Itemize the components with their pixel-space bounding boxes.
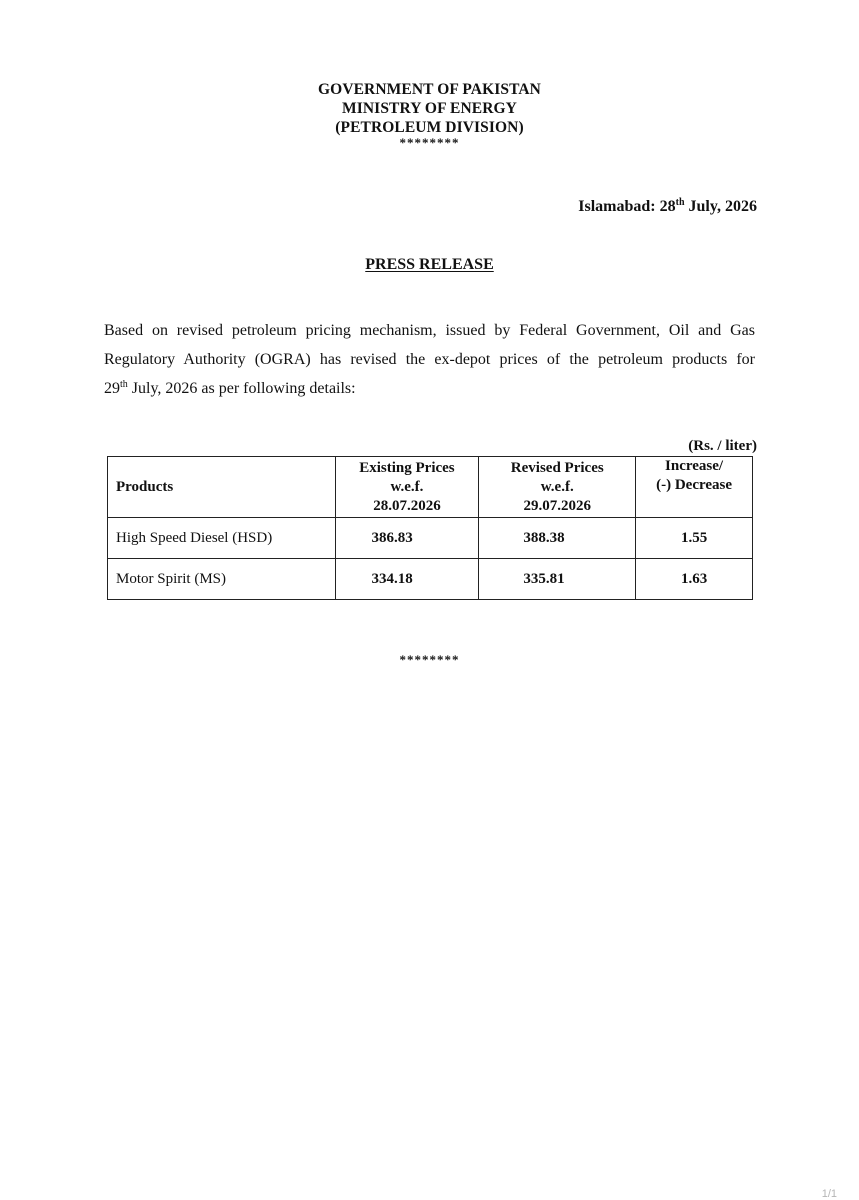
footer-stars-divider: ******** bbox=[399, 652, 460, 667]
column-header-change bbox=[636, 457, 753, 518]
dateline bbox=[578, 198, 757, 216]
column-header-products: Products bbox=[108, 457, 336, 518]
existing-price: 386.83 bbox=[335, 518, 479, 559]
division-title: (PETROLEUM DIVISION) bbox=[335, 119, 524, 136]
header-text: Revised Prices bbox=[510, 459, 604, 476]
header-text: 29.07.2026 bbox=[523, 497, 591, 514]
product-name: Motor Spirit (MS) bbox=[108, 559, 336, 600]
header-text: w.e.f. bbox=[540, 478, 574, 495]
price-table bbox=[107, 456, 753, 600]
header-text: Increase/ bbox=[665, 458, 724, 474]
paragraph-date-ordinal: th bbox=[120, 379, 128, 390]
header-text: (-) Decrease bbox=[656, 477, 733, 493]
column-header-existing bbox=[335, 457, 479, 518]
body-paragraph bbox=[104, 316, 755, 403]
paragraph-date-rest: July, 2026 as per following details: bbox=[127, 380, 356, 397]
header-text: Existing Prices bbox=[359, 459, 455, 476]
ministry-title: MINISTRY OF ENERGY bbox=[342, 100, 517, 117]
price-change: 1.63 bbox=[636, 559, 753, 600]
table-row bbox=[108, 518, 753, 559]
column-header-revised bbox=[479, 457, 636, 518]
paragraph-line: Regulatory Authority (OGRA) has revised the ex-depot prices of the petroleum products for bbox=[104, 351, 755, 368]
revised-price: 335.81 bbox=[479, 559, 636, 600]
dateline-ordinal: th bbox=[675, 197, 685, 208]
government-title: GOVERNMENT OF PAKISTAN bbox=[318, 81, 541, 98]
existing-price: 334.18 bbox=[335, 559, 479, 600]
table-header-row bbox=[108, 457, 753, 518]
document-header bbox=[0, 80, 859, 149]
paragraph-line bbox=[104, 374, 755, 403]
table-row bbox=[108, 559, 753, 600]
header-text: 28.07.2026 bbox=[373, 497, 441, 514]
page-number: 1/1 bbox=[821, 1188, 837, 1200]
page-title: PRESS RELEASE bbox=[365, 256, 494, 273]
dateline-prefix: Islamabad: 28 bbox=[578, 198, 676, 215]
revised-price: 388.38 bbox=[479, 518, 636, 559]
product-name: High Speed Diesel (HSD) bbox=[108, 518, 336, 559]
price-change: 1.55 bbox=[636, 518, 753, 559]
dateline-suffix: July, 2026 bbox=[684, 198, 757, 215]
header-stars-divider: ******** bbox=[399, 135, 460, 150]
paragraph-date-day: 29 bbox=[104, 380, 120, 397]
header-text: w.e.f. bbox=[390, 478, 424, 495]
paragraph-line: Based on revised petroleum pricing mechanism, issued by Federal Government, Oil and Gas bbox=[104, 322, 755, 339]
unit-label: (Rs. / liter) bbox=[688, 438, 757, 454]
